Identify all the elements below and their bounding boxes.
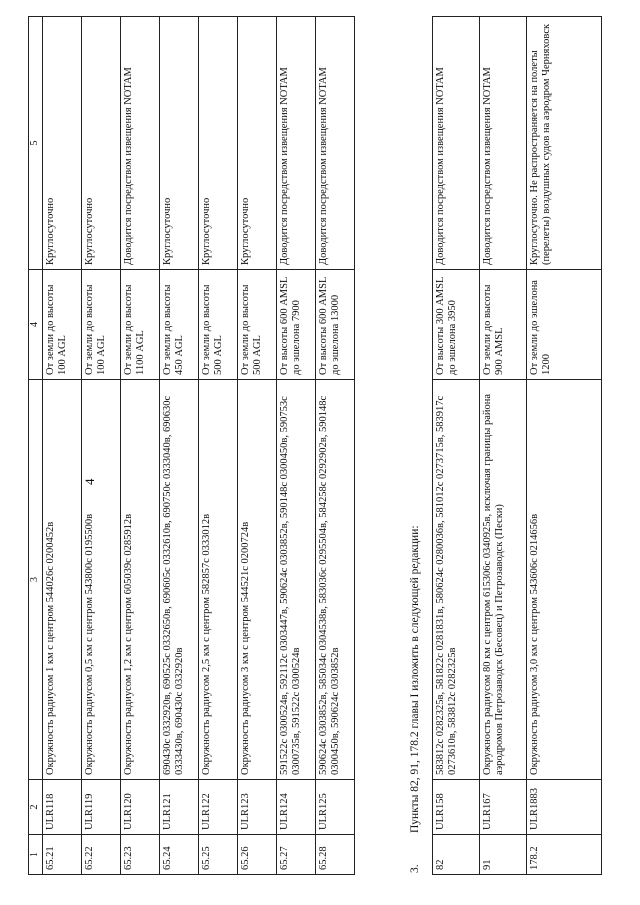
page-number: 4 — [82, 478, 97, 485]
zone-altitudes: От высоты 600 AMSL до эшелона 7900 — [277, 270, 316, 380]
zone-code: ULR167 — [480, 780, 527, 835]
zone-schedule: Круглосуточно — [199, 17, 238, 270]
item-number: 91 — [480, 835, 527, 875]
zone-altitudes: От земли до высоты 100 AGL — [82, 270, 121, 380]
zone-altitudes: От земли до высоты 500 AGL — [199, 270, 238, 380]
zone-schedule: Доводится посредством извещения NOTAM — [121, 17, 160, 270]
zone-schedule: Круглосуточно — [238, 17, 277, 270]
zone-schedule: Круглосуточно — [82, 17, 121, 270]
item-number: 65.27 — [277, 835, 316, 875]
zone-altitudes: От высоты 300 AMSL до эшелона 3950 — [433, 270, 480, 380]
table-row — [43, 17, 82, 875]
zone-altitudes: От земли до высоты 500 AGL — [238, 270, 277, 380]
table-row — [199, 17, 238, 875]
zone-boundaries: Окружность радиусом 1,2 км с центром 605039с 0285912в — [121, 380, 160, 780]
table-row — [82, 17, 121, 875]
zone-code: ULR118 — [43, 780, 82, 835]
zone-boundaries: Окружность радиусом 3,0 км с центром 543606с 0214656в — [527, 380, 602, 780]
zone-code: ULR125 — [316, 780, 355, 835]
item-number: 82 — [433, 835, 480, 875]
zone-schedule: Доводится посредством извещения NOTAM — [480, 17, 527, 270]
item-number: 65.25 — [199, 835, 238, 875]
zone-altitudes: От земли до высоты 1100 AGL — [121, 270, 160, 380]
zone-schedule: Круглосуточно — [43, 17, 82, 270]
zone-schedule: Круглосуточно — [160, 17, 199, 270]
zone-schedule: Доводится посредством извещения NOTAM — [277, 17, 316, 270]
item-number: 65.28 — [316, 835, 355, 875]
table-header-row — [29, 17, 43, 875]
zone-boundaries: Окружность радиусом 2,5 км с центром 582857с 0333012в — [199, 380, 238, 780]
table-row — [527, 17, 602, 875]
airspace-table — [28, 16, 355, 875]
item-number: 65.24 — [160, 835, 199, 875]
table-row — [316, 17, 355, 875]
zone-schedule: Доводится посредством извещения NOTAM — [316, 17, 355, 270]
zone-boundaries: Окружность радиусом 80 км с центром 615306с 0340925в, исключая границы района аэродромов Петрозаводск (Бесовец) и Петрозаводск (Пески) — [480, 380, 527, 780]
zone-code: ULR122 — [199, 780, 238, 835]
zone-code: ULR124 — [277, 780, 316, 835]
zone-altitudes: От земли до высоты 900 AMSL — [480, 270, 527, 380]
section-text: Пункты 82, 91, 178.2 главы I изложить в следующей редакции: — [409, 525, 421, 833]
zone-schedule: Доводится посредством извещения NOTAM — [433, 17, 480, 270]
column-header: 5 — [29, 17, 43, 270]
item-number: 65.23 — [121, 835, 160, 875]
zone-code: ULR158 — [433, 780, 480, 835]
zone-code: ULR123 — [238, 780, 277, 835]
table-row — [121, 17, 160, 875]
column-header: 2 — [29, 780, 43, 835]
zone-boundaries: Окружность радиусом 3 км с центром 544521с 0200724в — [238, 380, 277, 780]
item-number: 65.22 — [82, 835, 121, 875]
zone-boundaries: Окружность радиусом 0,5 км с центром 543800с 0195500в — [82, 380, 121, 780]
table-row — [238, 17, 277, 875]
zone-altitudes: От земли до эшелона 1200 — [527, 270, 602, 380]
zone-schedule: Круглосуточно. Не распространяется на полеты (перелеты) воздушных судов на аэродром Черняховск — [527, 17, 602, 270]
section-heading — [409, 525, 421, 873]
item-number: 65.26 — [238, 835, 277, 875]
item-number: 65.21 — [43, 835, 82, 875]
column-header: 4 — [29, 270, 43, 380]
item-number: 178.2 — [527, 835, 602, 875]
zone-code: ULR119 — [82, 780, 121, 835]
zone-altitudes: От земли до высоты 100 AGL — [43, 270, 82, 380]
zone-altitudes: От высоты 600 AMSL до эшелона 13000 — [316, 270, 355, 380]
zone-code: ULR121 — [160, 780, 199, 835]
column-header: 3 — [29, 380, 43, 780]
table-row — [480, 17, 527, 875]
zone-boundaries: 690430с 0332920в, 690525с 0332650в, 690605с 0332610в, 690750с 0333040в, 690630с 0333430в, 690430с 0332920в — [160, 380, 199, 780]
zone-code: ULR1883 — [527, 780, 602, 835]
table-row — [160, 17, 199, 875]
amended-items-table — [432, 16, 602, 875]
zone-boundaries: 591522с 0300524в, 592112с 0303447в, 590624с 0303852в, 590148с 0300450в, 590753с 0300735в, 591522с 0300524в — [277, 380, 316, 780]
zone-boundaries: 590624с 0303852в, 585034с 0304538в, 583036с 0295504в, 584258с 0292902в, 590148с 0300450в, 590624с 0303852в — [316, 380, 355, 780]
zone-boundaries: 583812с 0282325в, 581822с 0281831в, 580624с 0280036в, 581012с 0273715в, 583917с 0273610в, 583812с 0282325в — [433, 380, 480, 780]
zone-code: ULR120 — [121, 780, 160, 835]
zone-altitudes: От земли до высоты 450 AGL — [160, 270, 199, 380]
table-row — [433, 17, 480, 875]
table-row — [277, 17, 316, 875]
zone-boundaries: Окружность радиусом 1 км с центром 544026с 0200452в — [43, 380, 82, 780]
column-header: 1 — [29, 835, 43, 875]
section-number: 3. — [409, 864, 421, 873]
